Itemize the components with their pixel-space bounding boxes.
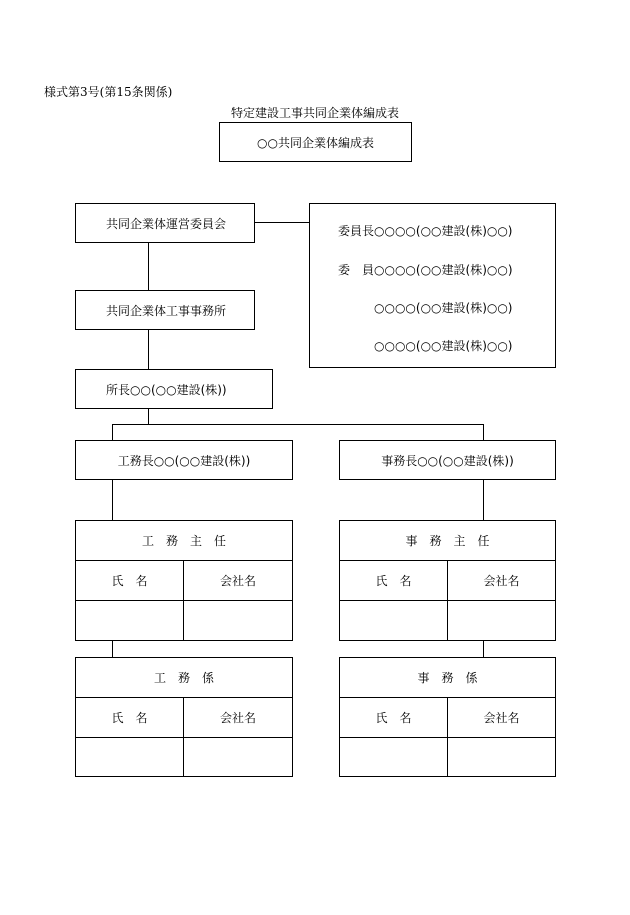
admin-chief-col-name: 氏 名 xyxy=(340,561,448,601)
committee-member-1: ○○○○(○○建設(株)○○) xyxy=(374,263,513,277)
connector-admin-chief-staff xyxy=(483,641,484,657)
construction-chief-name-cell xyxy=(76,601,184,640)
committee-label: 共同企業体運営委員会 xyxy=(106,216,227,231)
jv-title: ○○共同企業体編成表 xyxy=(257,135,374,150)
document-title: 特定建設工事共同企業体編成表 xyxy=(230,106,399,120)
admin-staff-col-name: 氏 名 xyxy=(340,698,448,738)
admin-staff-table xyxy=(339,657,556,777)
admin-staff-col-company: 会社名 xyxy=(448,698,555,738)
construction-staff-col-company: 会社名 xyxy=(184,698,292,738)
admin-staff-title: 事 務 係 xyxy=(340,658,555,698)
office-label: 共同企業体工事事務所 xyxy=(106,303,227,318)
connector-construction-head-chief xyxy=(112,480,113,520)
admin-chief-name-cell xyxy=(340,601,448,640)
construction-staff-name-cell xyxy=(76,738,184,776)
construction-chief-title: 工 務 主 任 xyxy=(76,521,292,561)
connector-committee-members xyxy=(255,222,309,223)
jv-title-box xyxy=(219,122,412,162)
admin-head-label: 事務長○○(○○建設(株)) xyxy=(381,453,514,468)
construction-staff-table xyxy=(75,657,293,777)
committee-members-box xyxy=(309,203,556,368)
connector-director-down xyxy=(148,409,149,425)
construction-chief-table xyxy=(75,520,293,641)
committee-member-3: ○○○○(○○建設(株)○○) xyxy=(374,339,513,353)
director-label: 所長○○(○○建設(株)) xyxy=(106,382,227,397)
connector-branch-left xyxy=(112,424,113,440)
construction-staff-company-cell xyxy=(184,738,292,776)
admin-staff-company-cell xyxy=(448,738,555,776)
connector-admin-head-chief xyxy=(483,480,484,520)
construction-chief-company-cell xyxy=(184,601,292,640)
committee-box xyxy=(75,203,255,243)
construction-chief-col-company: 会社名 xyxy=(184,561,292,601)
office-box xyxy=(75,290,255,330)
admin-staff-name-cell xyxy=(340,738,448,776)
committee-member-2: ○○○○(○○建設(株)○○) xyxy=(374,301,513,315)
admin-chief-company-cell xyxy=(448,601,555,640)
admin-head-box xyxy=(339,440,556,480)
construction-head-box xyxy=(75,440,293,480)
construction-head-label: 工務長○○(○○建設(株)) xyxy=(117,453,251,468)
admin-chief-table xyxy=(339,520,556,641)
committee-chair: 委員長○○○○(○○建設(株)○○) xyxy=(338,224,513,238)
construction-staff-col-name: 氏 名 xyxy=(76,698,184,738)
admin-chief-col-company: 会社名 xyxy=(448,561,555,601)
admin-chief-title: 事 務 主 任 xyxy=(340,521,555,561)
connector-committee-office xyxy=(148,243,149,290)
connector-office-director xyxy=(148,330,149,369)
construction-staff-title: 工 務 係 xyxy=(76,658,292,698)
connector-branch-right xyxy=(483,424,484,440)
committee-member-label: 委 員 xyxy=(338,263,375,277)
director-box xyxy=(75,369,273,409)
construction-chief-col-name: 氏 名 xyxy=(76,561,184,601)
connector-construction-chief-staff xyxy=(112,641,113,657)
connector-branch-horizontal xyxy=(112,424,484,425)
committee-member-row-1 xyxy=(338,261,513,278)
form-number: 様式第3号(第15条関係) xyxy=(44,85,173,99)
